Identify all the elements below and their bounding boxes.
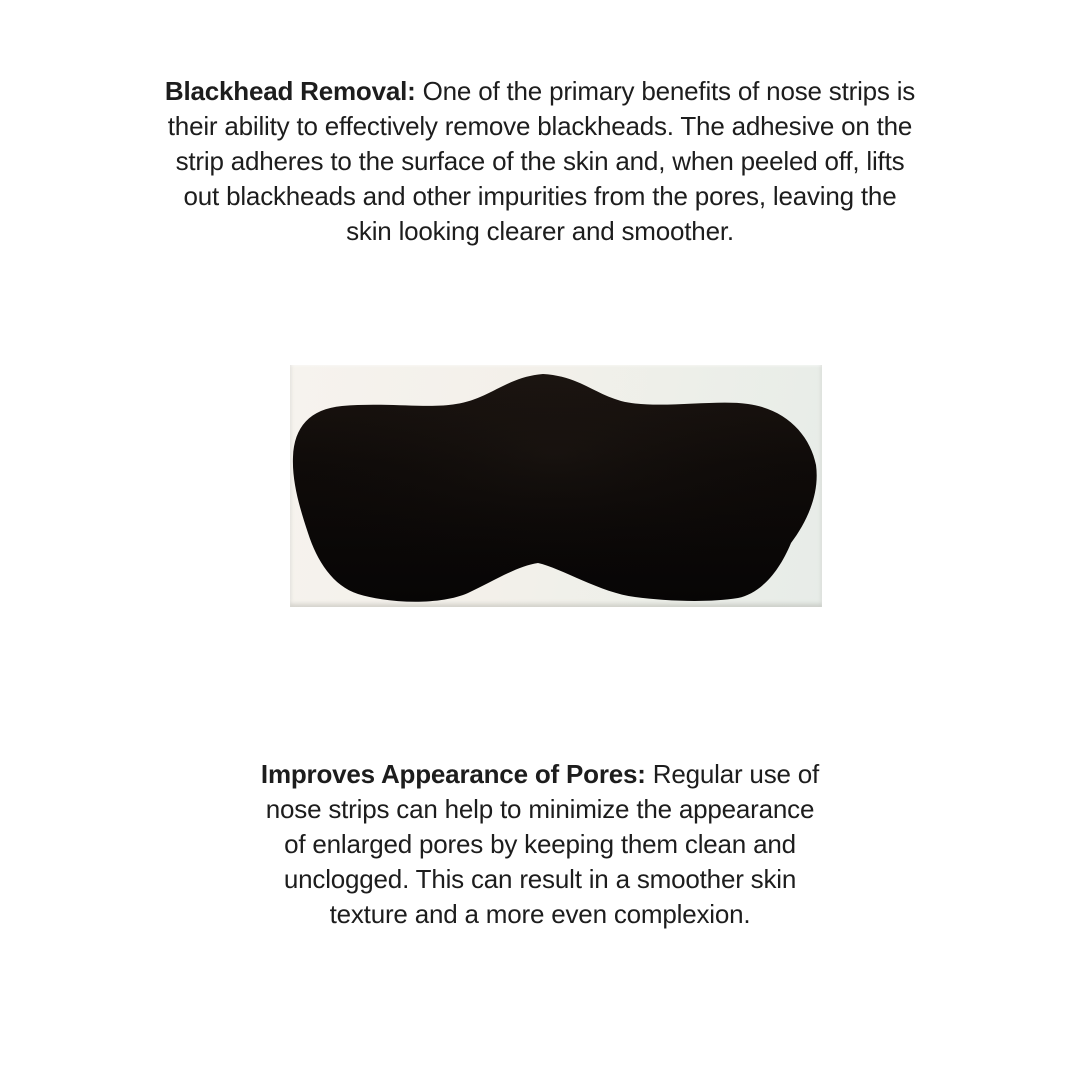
paragraph-line: [0, 74, 1080, 109]
paragraph-heading: Improves Appearance of Pores:: [260, 759, 646, 789]
nose-strip-silhouette: [290, 365, 822, 607]
improves-pores-paragraph: [0, 757, 1080, 932]
paragraph-line: out blackheads and other impurities from the pores, leaving the: [183, 181, 897, 211]
paragraph-text: One of the primary benefits of nose strips is: [415, 76, 916, 106]
paragraph-line: [0, 757, 1080, 792]
nose-strip-photo: [290, 365, 822, 607]
paragraph-line: of enlarged pores by keeping them clean and: [284, 829, 796, 859]
paragraph-line: strip adheres to the surface of the skin and, when peeled off, lifts: [175, 146, 905, 176]
paragraph-line: unclogged. This can result in a smoother skin: [283, 864, 797, 894]
paragraph-line: nose strips can help to minimize the appearance: [265, 794, 815, 824]
blackhead-removal-paragraph: [0, 74, 1080, 249]
nose-strip-sheen: [293, 374, 817, 602]
paragraph-heading: Blackhead Removal:: [164, 76, 416, 106]
paragraph-line: their ability to effectively remove blackheads. The adhesive on the: [167, 111, 913, 141]
paragraph-line: skin looking clearer and smoother.: [346, 216, 734, 246]
paragraph-text: Regular use of: [645, 759, 820, 789]
paragraph-line: texture and a more even complexion.: [329, 899, 751, 929]
